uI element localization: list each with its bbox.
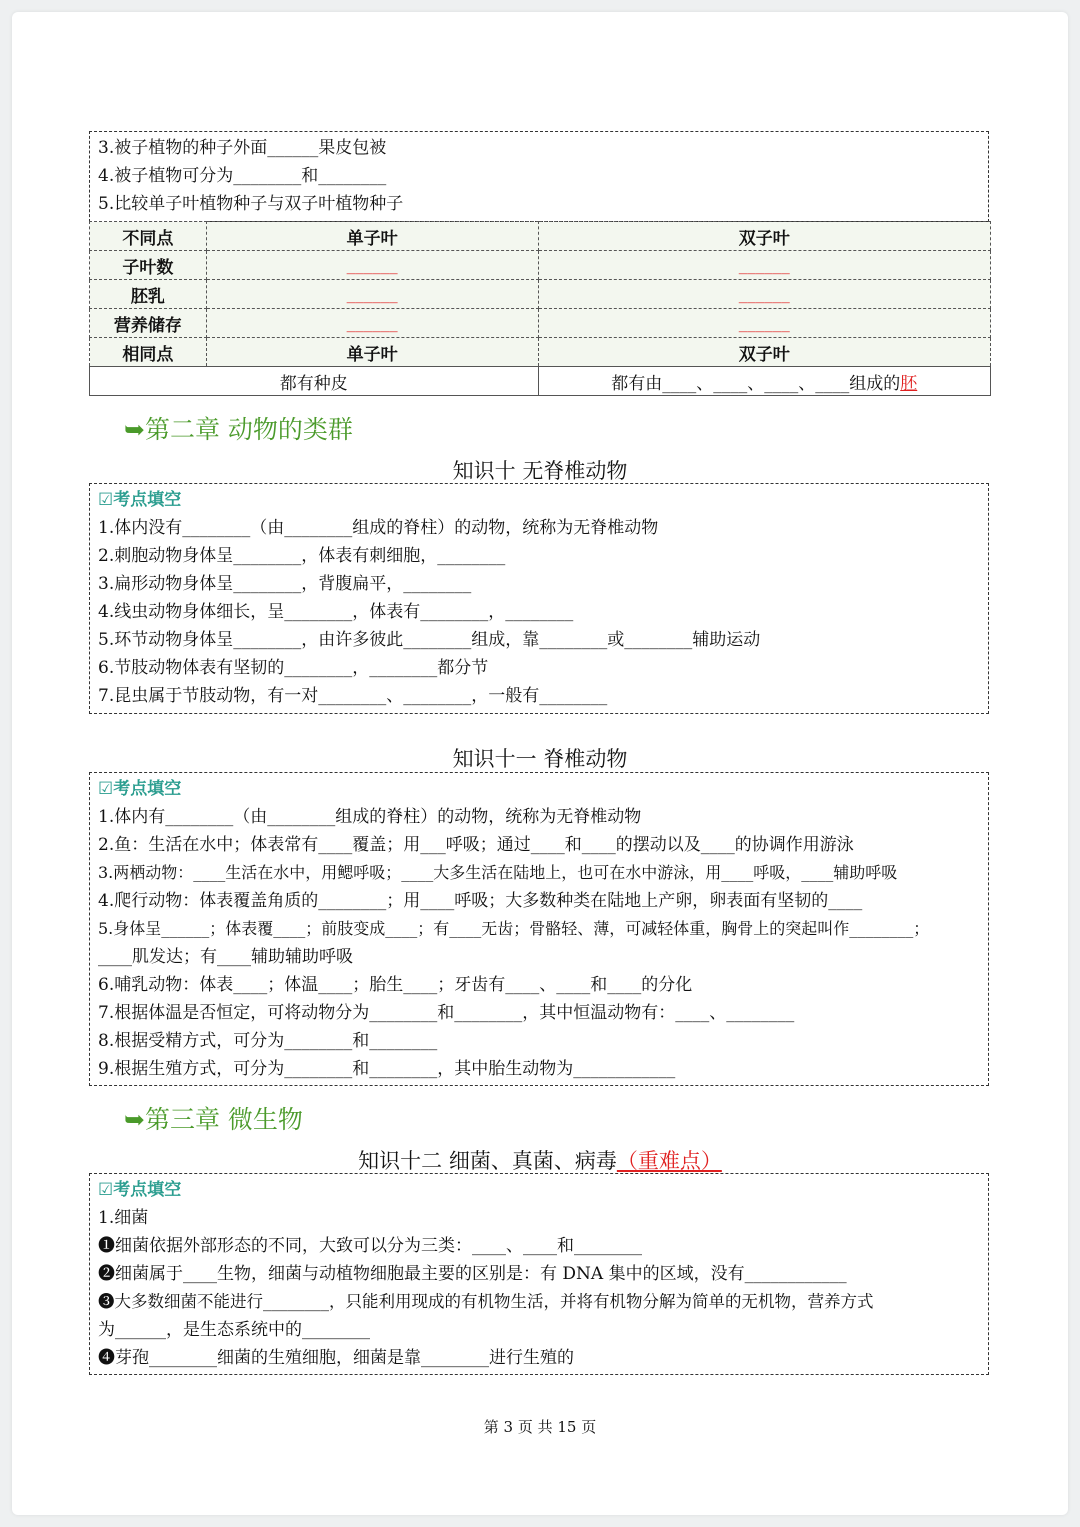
fill-line: ❸大多数细菌不能进行________，只能利用现成的有机物生活，并将有机物分解为简单的无机物，营养方式 <box>98 1292 874 1311</box>
table-header: 单子叶 <box>206 222 538 251</box>
table-row <box>90 280 991 309</box>
fill-line: 5.身体呈______；体表覆____；前肢变成____；有____无齿；骨骼轻、薄，可减轻体重，胸骨上的突起叫作________； <box>98 919 930 938</box>
section-tag: ☑考点填空 <box>98 1180 182 1200</box>
fill-line: 4.被子植物可分为________和________ <box>98 166 387 186</box>
section-tag: ☑考点填空 <box>98 490 182 510</box>
fill-line: 2.刺胞动物身体呈________，体表有刺细胞，________ <box>98 546 506 566</box>
row-label: 子叶数 <box>90 251 207 280</box>
fill-line: 3.扁形动物身体呈________，背腹扁平，________ <box>98 574 472 594</box>
chapter-heading <box>124 1100 303 1136</box>
row-label: 胚乳 <box>90 280 207 309</box>
table-header-row <box>90 222 991 251</box>
chapter-title: 第三章 微生物 <box>144 1105 303 1134</box>
table-header: 双子叶 <box>538 338 991 367</box>
knowledge-title-text: 知识十二 细菌、真菌、病毒 <box>358 1149 617 1173</box>
fill-line: 1.体内有________（由________组成的脊柱）的动物，统称为无脊椎动物 <box>98 807 642 827</box>
blank-cell: ______ <box>206 251 538 280</box>
k12-box <box>89 1173 989 1375</box>
row-label: 营养储存 <box>90 309 207 338</box>
fill-line: 5.环节动物身体呈________，由许多彼此________组成，靠________或________辅助运动 <box>98 630 761 650</box>
k10-box <box>89 483 989 714</box>
table-header: 相同点 <box>90 338 207 367</box>
fill-line: 4.爬行动物：体表覆盖角质的________；用____呼吸；大多数种类在陆地上产卵，卵表面有坚韧的____ <box>98 891 863 911</box>
fill-line: 8.根据受精方式，可分为________和________ <box>98 1031 438 1051</box>
same-cell: 都有种皮 <box>90 367 539 396</box>
table-row <box>90 367 991 396</box>
blank-cell: ______ <box>538 280 991 309</box>
knowledge-title-highlight: （重难点） <box>616 1149 722 1173</box>
blank-cell: ______ <box>538 251 991 280</box>
table-header: 双子叶 <box>538 222 991 251</box>
fill-line: 7.昆虫属于节肢动物，有一对________、________，一般有________ <box>98 686 608 706</box>
same-text-red: 胚 <box>900 373 918 394</box>
fill-line: ❶细菌依据外部形态的不同，大致可以分为三类：____、____和________ <box>98 1236 642 1256</box>
fill-line: 3.被子植物的种子外面______果皮包被 <box>98 138 387 158</box>
page-footer: 第 3 页 共 15 页 <box>483 1418 597 1436</box>
blank-cell: ______ <box>538 309 991 338</box>
table-row <box>90 251 991 280</box>
table-header: 单子叶 <box>206 338 538 367</box>
table-header: 不同点 <box>90 222 207 251</box>
fill-line: 5.比较单子叶植物种子与双子叶植物种子 <box>98 194 404 214</box>
same-cell <box>538 367 991 396</box>
section-tag: ☑考点填空 <box>98 779 182 799</box>
fill-line: 1.体内没有________（由________组成的脊柱）的动物，统称为无脊椎动物 <box>98 518 659 538</box>
comparison-table <box>89 221 991 396</box>
fill-line: 6.哺乳动物：体表____；体温____；胎生____；牙齿有____、____和____的分化 <box>98 975 693 995</box>
knowledge-title: 知识十 无脊椎动物 <box>452 459 628 483</box>
k11-box <box>89 772 989 1086</box>
top-fill-box <box>89 131 989 222</box>
table-header-row <box>90 338 991 367</box>
knowledge-title <box>0 1145 1080 1175</box>
fill-line: 2.鱼：生活在水中；体表常有____覆盖；用___呼吸；通过____和____的摆动以及____的协调作用游泳 <box>98 835 854 855</box>
chapter-title: 第二章 动物的类群 <box>144 415 353 444</box>
chapter-heading <box>124 410 353 446</box>
fill-line: 为______，是生态系统中的________ <box>98 1320 370 1340</box>
blank-cell: ______ <box>206 280 538 309</box>
blank-cell: ______ <box>206 309 538 338</box>
fill-line: ❹芽孢________细菌的生殖细胞，细菌是靠________进行生殖的 <box>98 1348 574 1368</box>
arrow-icon: ➥ <box>124 415 145 444</box>
fill-line: 3.两栖动物：____生活在水中，用鳃呼吸；____大多生活在陆地上，也可在水中游泳，用____呼吸，____辅助呼吸 <box>98 863 898 882</box>
fill-line: 1.细菌 <box>98 1208 149 1228</box>
same-text: 都有由____、____、____、____组成的 <box>611 373 901 394</box>
knowledge-title: 知识十一 脊椎动物 <box>452 747 628 771</box>
arrow-icon: ➥ <box>124 1105 145 1134</box>
fill-line: 7.根据体温是否恒定，可将动物分为________和________，其中恒温动物有：____、________ <box>98 1003 795 1023</box>
fill-line: 9.根据生殖方式，可分为________和________，其中胎生动物为____________ <box>98 1059 676 1079</box>
table-row <box>90 309 991 338</box>
fill-line: ❷细菌属于____生物，细菌与动植物细胞最主要的区别是：有 DNA 集中的区域，没有____________ <box>98 1264 847 1284</box>
fill-line: 6.节肢动物体表有坚韧的________，________都分节 <box>98 658 489 678</box>
fill-line: 4.线虫动物身体细长，呈________，体表有________，________ <box>98 602 574 622</box>
fill-line: ____肌发达；有____辅助辅助呼吸 <box>98 947 353 967</box>
